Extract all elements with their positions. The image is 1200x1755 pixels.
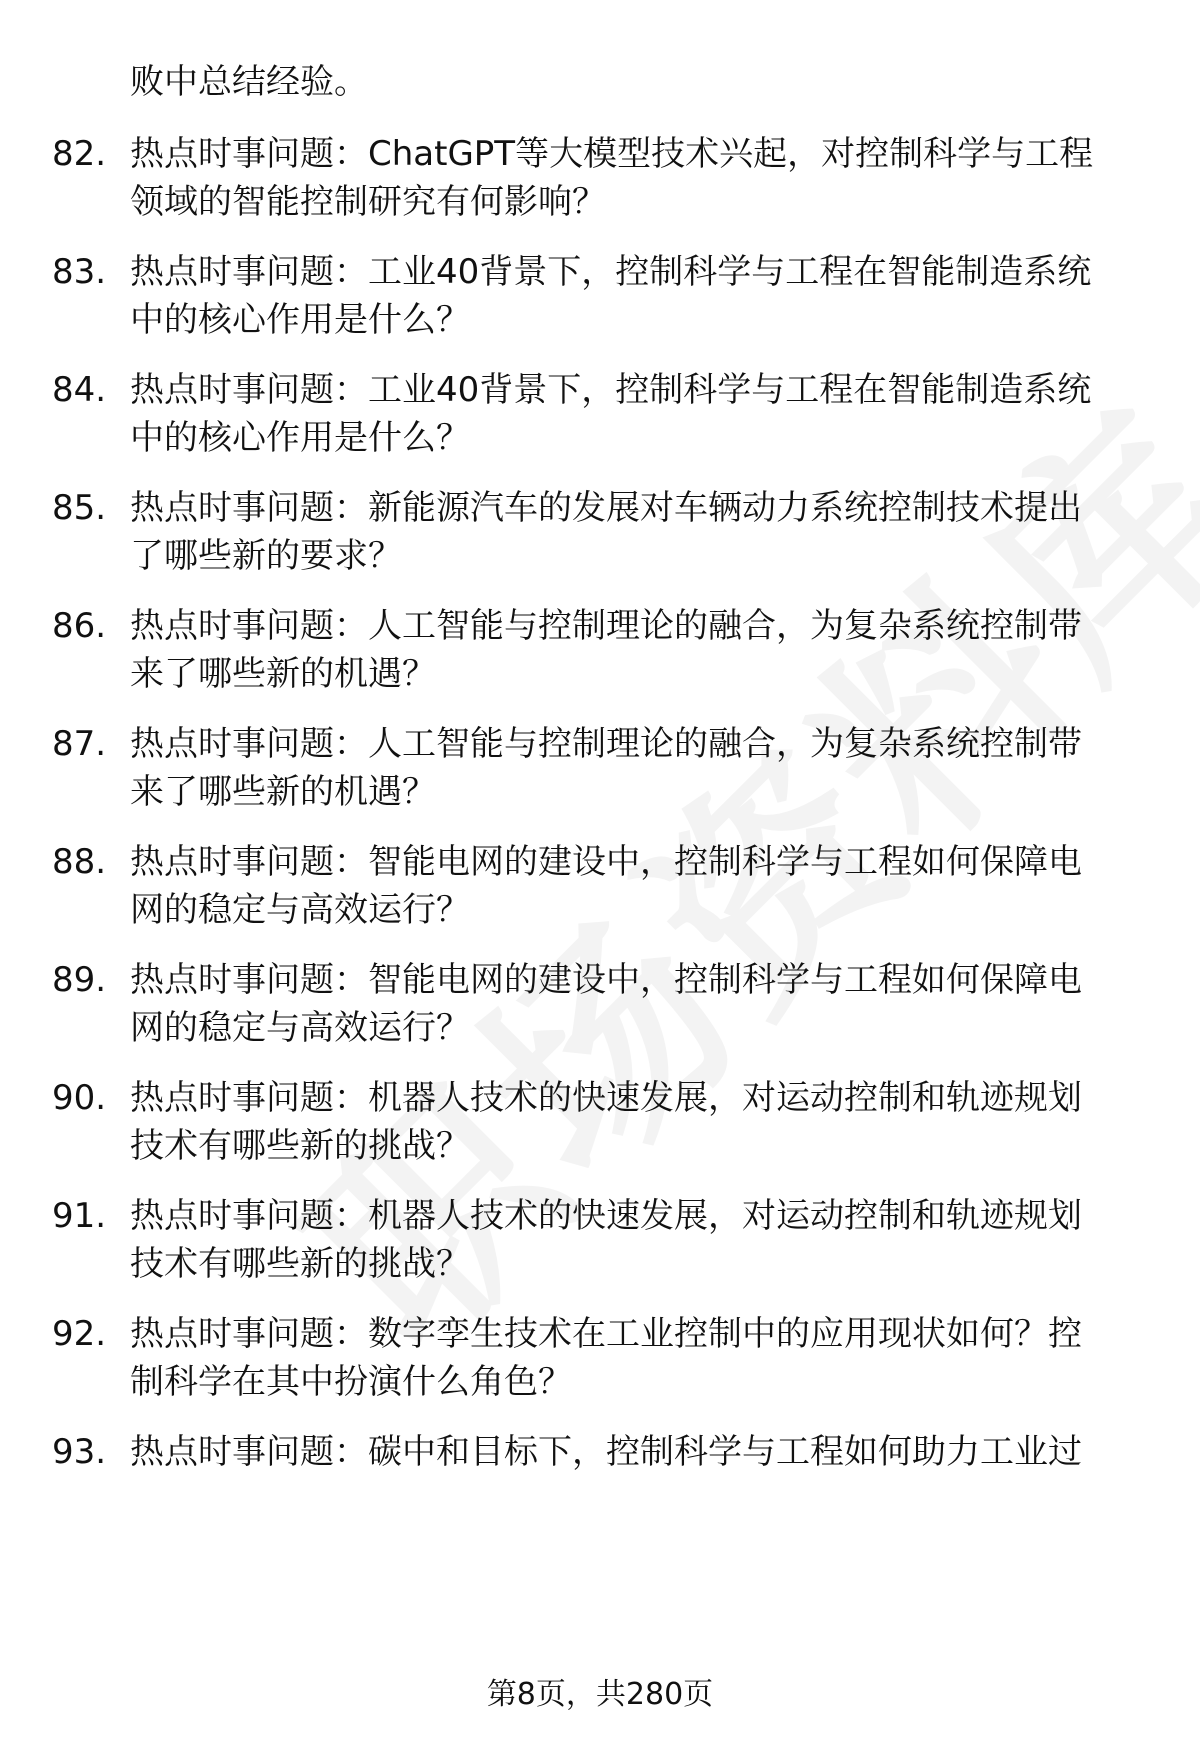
item-text [130, 484, 1150, 580]
item-number: 92. [52, 1314, 107, 1354]
item-line: 热点时事问题：人工智能与控制理论的融合，为复杂系统控制带 [130, 606, 1082, 646]
continuation-text: 败中总结经验。 [130, 62, 368, 102]
item-line: 制科学在其中扮演什么角色？ [130, 1362, 572, 1402]
item-text [130, 1074, 1150, 1170]
item-number: 90. [52, 1078, 107, 1118]
item-text [130, 720, 1150, 816]
item-line: 来了哪些新的机遇？ [130, 772, 436, 812]
item-number: 88. [52, 842, 107, 882]
item-text [130, 1310, 1150, 1406]
item-line: 领域的智能控制研究有何影响？ [130, 182, 606, 222]
item-line: 网的稳定与高效运行？ [130, 1008, 470, 1048]
item-text [130, 602, 1150, 698]
page-footer: 第8页，共280页 [486, 1677, 714, 1712]
item-number: 85. [52, 488, 107, 528]
item-text [130, 838, 1150, 934]
item-number: 87. [52, 724, 107, 764]
item-line: 热点时事问题：新能源汽车的发展对车辆动力系统控制技术提出 [130, 488, 1082, 528]
item-line: 热点时事问题：碳中和目标下，控制科学与工程如何助力工业过 [130, 1432, 1082, 1472]
item-text [130, 956, 1150, 1052]
item-line: 热点时事问题：人工智能与控制理论的融合，为复杂系统控制带 [130, 724, 1082, 764]
item-number: 84. [52, 370, 107, 410]
item-line: 网的稳定与高效运行？ [130, 890, 470, 930]
item-line: 来了哪些新的机遇？ [130, 654, 436, 694]
item-line: 热点时事问题：智能电网的建设中，控制科学与工程如何保障电 [130, 960, 1082, 1000]
item-line: 技术有哪些新的挑战？ [130, 1126, 470, 1166]
item-line: 热点时事问题：工业40背景下，控制科学与工程在智能制造系统 [130, 370, 1092, 410]
item-line: 热点时事问题：智能电网的建设中，控制科学与工程如何保障电 [130, 842, 1082, 882]
item-number: 86. [52, 606, 107, 646]
item-text [130, 1192, 1150, 1288]
item-line: 热点时事问题：机器人技术的快速发展，对运动控制和轨迹规划 [130, 1196, 1082, 1236]
item-number: 83. [52, 252, 107, 292]
item-line: 热点时事问题：机器人技术的快速发展，对运动控制和轨迹规划 [130, 1078, 1082, 1118]
item-number: 89. [52, 960, 107, 1000]
item-line: 热点时事问题：数字孪生技术在工业控制中的应用现状如何？控 [130, 1314, 1082, 1354]
item-text [130, 248, 1150, 344]
item-number: 91. [52, 1196, 107, 1236]
item-line: 了哪些新的要求？ [130, 536, 402, 576]
item-text [130, 130, 1150, 226]
item-line: 中的核心作用是什么？ [130, 300, 470, 340]
item-number: 82. [52, 134, 107, 174]
item-text [130, 366, 1150, 462]
item-number: 93. [52, 1432, 107, 1472]
item-line: 热点时事问题：ChatGPT等大模型技术兴起，对控制科学与工程 [130, 134, 1094, 174]
item-line: 热点时事问题：工业40背景下，控制科学与工程在智能制造系统 [130, 252, 1092, 292]
item-line: 技术有哪些新的挑战？ [130, 1244, 470, 1284]
item-line: 中的核心作用是什么？ [130, 418, 470, 458]
item-text [130, 1428, 1150, 1476]
